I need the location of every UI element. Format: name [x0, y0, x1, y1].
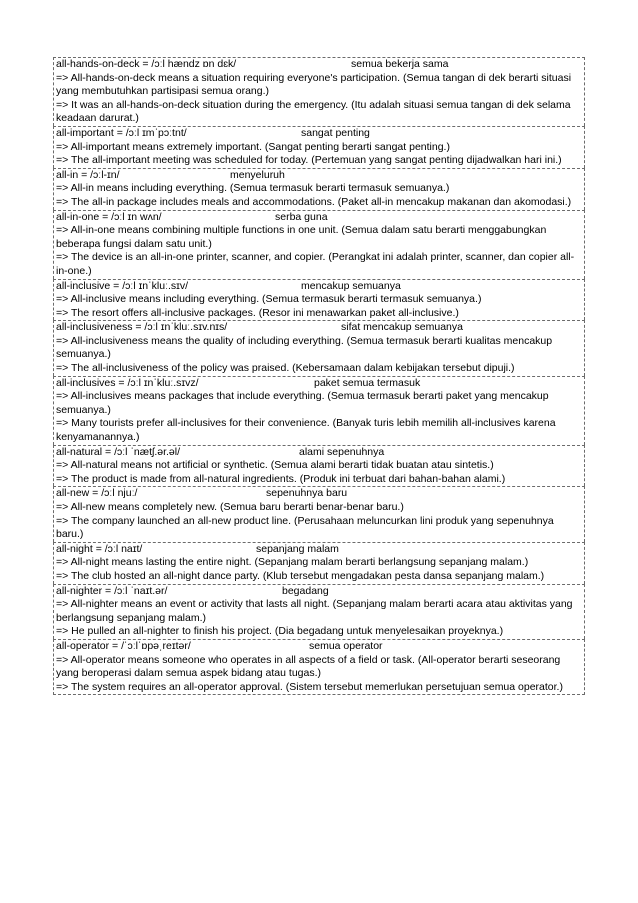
definition-line: => All-inclusive means including everything. (Semua termasuk berarti termasuk semuanya.) [56, 293, 482, 306]
entry-header [56, 58, 583, 72]
headword-pronunciation: all-natural = /ɔːl ˈnætʃ.ər.əl/ [56, 445, 181, 458]
entry-header [56, 211, 583, 225]
headword-pronunciation: all-inclusives = /ɔːl ɪnˈkluː.sɪvz/ [56, 376, 199, 389]
vocab-entry [53, 445, 585, 487]
indonesian-meaning: semua bekerja sama [351, 58, 449, 70]
vocab-entry [53, 639, 585, 695]
vocab-entry [53, 486, 585, 541]
indonesian-meaning: menyeluruh [230, 168, 285, 181]
definition-line: => All-nighter means an event or activity that lasts all night. (Sepanjang malam berarti acara atau aktivitas yang berlangsung sepanjang malam.) [56, 598, 573, 624]
definition-line: => All-hands-on-deck means a situation requiring everyone's participation. (Semua tangan di dek berarti situasi yang membutuhkan partisipasi semua orang.) [56, 71, 572, 98]
vocab-entry [53, 126, 585, 168]
indonesian-meaning: sangat penting [301, 126, 370, 139]
entry-header [56, 321, 583, 335]
headword-pronunciation: all-night = /ɔːl naɪt/ [56, 542, 143, 555]
headword-pronunciation: all-hands-on-deck = /ɔːl hændz ɒn dɛk/ [56, 58, 237, 70]
entry-header [56, 487, 583, 501]
indonesian-meaning: paket semua termasuk [314, 376, 421, 389]
headword-pronunciation: all-new = /ɔːl njuː/ [56, 487, 138, 500]
vocab-entry [53, 320, 585, 375]
entry-header [56, 543, 583, 557]
example-line: => The all-inclusiveness of the policy was praised. (Kebersamaan dalam kebijakan tersebut dipuji.) [56, 362, 515, 375]
vocab-entry [53, 57, 585, 126]
indonesian-meaning: semua operator [309, 639, 383, 652]
headword-pronunciation: all-important = /ɔːl ɪmˈpɔːtnt/ [56, 126, 187, 139]
vocab-entry [53, 584, 585, 639]
definition-line: => All-inclusives means packages that include everything. (Semua termasuk berarti paket yang mencakup semuanya.) [56, 390, 549, 416]
entry-header [56, 446, 583, 460]
vocab-entry [53, 376, 585, 445]
example-line: => The club hosted an all-night dance party. (Klub tersebut mengadakan pesta dansa sepanjang malam.) [56, 569, 545, 582]
indonesian-meaning: sepanjang malam [256, 542, 339, 555]
entry-header [56, 585, 583, 599]
definition-line: => All-night means lasting the entire night. (Sepanjang malam berarti berlangsung sepanjang malam.) [56, 556, 529, 569]
vocab-entry [53, 542, 585, 584]
example-line: => He pulled an all-nighter to finish his project. (Dia begadang untuk menyelesaikan proyeknya.) [56, 625, 504, 638]
entry-header [56, 169, 583, 183]
entry-header [56, 280, 583, 294]
indonesian-meaning: sepenuhnya baru [266, 487, 348, 500]
example-line: => The product is made from all-natural ingredients. (Produk ini terbuat dari bahan-bahan alami.) [56, 472, 506, 485]
indonesian-meaning: serba guna [275, 210, 328, 223]
vocab-entry [53, 168, 585, 210]
headword-pronunciation: all-in = /ɔːl-ɪn/ [56, 168, 120, 181]
example-line: => The all-in package includes meals and accommodations. (Paket all-in mencakup makanan dan akomodasi.) [56, 195, 572, 208]
example-line: => The all-important meeting was scheduled for today. (Pertemuan yang sangat penting dijadwalkan hari ini.) [56, 154, 562, 167]
indonesian-meaning: begadang [282, 584, 329, 597]
indonesian-meaning: sifat mencakup semuanya [341, 321, 463, 334]
example-line: => It was an all-hands-on-deck situation during the emergency. (Itu adalah situasi semua tangan di dek selama keadaan darurat.) [56, 98, 571, 125]
example-line: => The device is an all-in-one printer, scanner, and copier. (Perangkat ini adalah printer, scanner, dan copier all-in-one.) [56, 251, 575, 277]
vocab-entry [53, 279, 585, 321]
vocabulary-list [53, 57, 585, 695]
indonesian-meaning: alami sepenuhnya [299, 445, 385, 458]
example-line: => The resort offers all-inclusive packages. (Resor ini menawarkan paket all-inclusive.) [56, 306, 459, 319]
headword-pronunciation: all-nighter = /ɔːl ˈnaɪt.ər/ [56, 584, 168, 597]
definition-line: => All-important means extremely important. (Sangat penting berarti sangat penting.) [56, 140, 450, 153]
entry-header [56, 640, 583, 654]
example-line: => Many tourists prefer all-inclusives for their convenience. (Banyak turis lebih memilih all-inclusives karena kenyamanannya.) [56, 417, 556, 444]
definition-line: => All-operator means someone who operates in all aspects of a field or task. (All-operator berarti seseorang yang beroperasi dalam semua aspek bidang atau tugas.) [56, 653, 561, 680]
definition-line: => All-inclusiveness means the quality of including everything. (Semua termasuk berarti kualitas mencakup semuanya.) [56, 334, 553, 361]
headword-pronunciation: all-operator = /ˈɔːlˈɒpəˌreɪtər/ [56, 639, 191, 652]
entry-header [56, 377, 583, 391]
definition-line: => All-new means completely new. (Semua baru berarti benar-benar baru.) [56, 501, 404, 513]
definition-line: => All-in means including everything. (Semua termasuk berarti termasuk semuanya.) [56, 182, 450, 195]
example-line: => The system requires an all-operator approval. (Sistem tersebut memerlukan persetujuan semua operator.) [56, 680, 563, 693]
headword-pronunciation: all-inclusiveness = /ɔːl ɪnˈkluː.sɪv.nɪs/ [56, 321, 228, 334]
definition-line: => All-natural means not artificial or synthetic. (Semua alami berarti tidak buatan atau sintetis.) [56, 459, 494, 472]
indonesian-meaning: mencakup semuanya [301, 279, 401, 292]
entry-header [56, 127, 583, 141]
example-line: => The company launched an all-new product line. (Perusahaan meluncurkan lini produk yang sepenuhnya baru.) [56, 514, 554, 541]
headword-pronunciation: all-inclusive = /ɔːl ɪnˈkluː.sɪv/ [56, 279, 189, 292]
definition-line: => All-in-one means combining multiple functions in one unit. (Semua dalam satu berarti menggabungkan beberapa fungsi dalam satu unit.) [56, 224, 547, 250]
headword-pronunciation: all-in-one = /ɔːl ɪn wʌn/ [56, 210, 162, 223]
vocab-entry [53, 210, 585, 279]
